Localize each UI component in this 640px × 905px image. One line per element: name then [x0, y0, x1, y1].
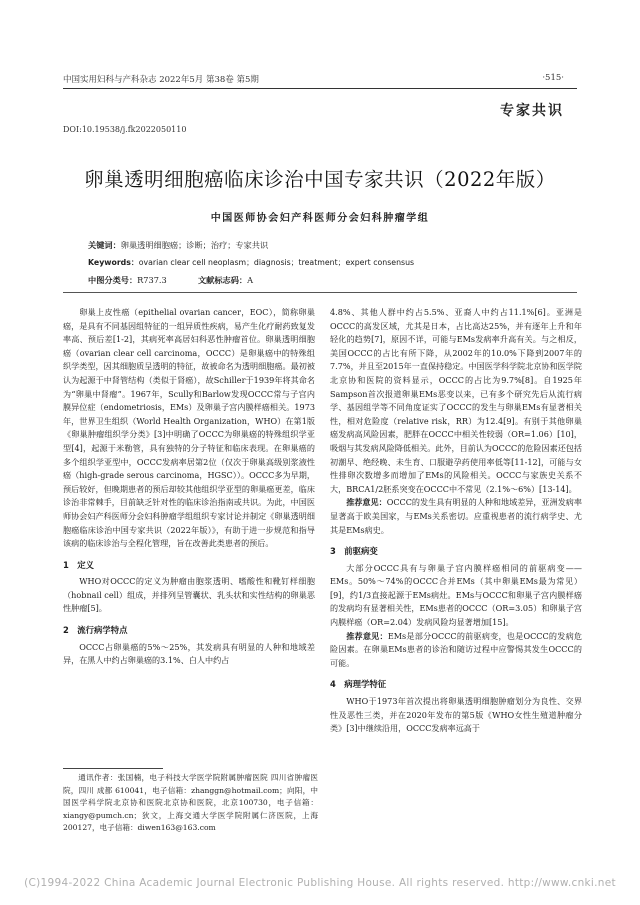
recommendation-2 — [330, 630, 582, 671]
recommendation-1 — [330, 496, 582, 537]
section-label: 专家共识 — [500, 103, 564, 119]
keywords-zh — [88, 240, 568, 251]
copyright-footer: (C)1994-2022 China Academic Journal Electronic Publishing House. All rights reserved. http://www.cnki.net — [24, 877, 616, 889]
keywords-en-label: Keywords： — [88, 258, 139, 267]
authors: 中国医师协会妇产科医师分会妇科肿瘤学组 — [210, 213, 430, 224]
left-column — [63, 306, 315, 668]
keywords-en — [88, 257, 568, 268]
section-2-continued: 4.8%、其他人群中约占5.5%、亚裔人中约占11.1%[6]。亚洲是OCCC的高发区域，尤其是日本，占比高达25%，并有逐年上升和年轻化的趋势[7]，原因不详，可能与EMs发病率升高有关。与之相反，美国OCCC的占比有所下降，从2002年的10.0%下降到2007年的7.7%，并且至2015年一直保持稳定。中国医学科学院北京协和医学院北京协和医院的资料显示，OCCC的占比为9.7%[8]。自1925年Sampson首次报道卵巢EMs恶变以来，已有多个研究先后从流行病学、基因组学等不同角度证实了OCCC的发生与卵巢EMs有显著相关性，相对危险度（relative risk，RR）为12.4[9]。有别于其他卵巢癌发病高风险因素，肥胖在OCCC中相关性较弱（OR=1.06）[10]，吸烟与其发病风险降低相关。此外，目前认为OCCC的危险因素还包括初潮早、绝经晚、未生育、口服避孕药使用率低等[11-12]，可能与女性排卵次数增多而增加了EMs的风险相关。OCCC与家族史关系不大，BRCA1/2胚系突变在OCCC中不常见（2.1%～6%）[13-14]。 — [330, 307, 582, 494]
header-rule — [63, 88, 577, 89]
classification — [88, 275, 568, 286]
recommendation-2-text: EMs是部分OCCC的前驱病变，也是OCCC的发病危险因素。在卵巢EMs患者的诊治和随访过程中应警惕其发生OCCC的可能。 — [330, 630, 582, 668]
section-1-heading: 1 定义 — [63, 559, 94, 570]
intro-paragraph: 卵巢上皮性癌（epithelial ovarian cancer，EOC），简称卵巢癌，是具有不同基因组特征的一组异质性疾病，易产生化疗耐药致复发率高、预后差[1-2]，其病死率高居妇科恶性肿瘤首位。卵巢透明细胞癌（ovarian clear cell carcinoma，OCCC）是卵巢癌中的特殊组织学类型，因其细胞质呈透明的特征，故被命名为透明细胞癌。最初被认为起源于中肾管结构（类似于肾癌），故Schiller于1939年将其命名为“卵巢中肾瘤”。1967年，Scully和Barlow发现OCCC常与子宫内膜异位症（endometriosis，EMs）及卵巢子宫内膜样癌相关。1973年，世界卫生组织（World Health Organization，WHO）在第1版《卵巢肿瘤组织学分类》[3]中明确了OCCC为卵巢癌的特殊组织学亚型[4]，起源于米勒管，具有独特的分子特征和临床表现。在卵巢癌的多个组织学亚型中，OCCC发病率居第2位（仅次于卵巢高级别浆液性癌（high-grade serous carcinoma，HGSC））。OCCC多为早期，预后较好，但晚期患者的预后却较其他组织学亚型的卵巢癌更差，临床诊治非常棘手，目前缺乏针对性的临床诊治指南或共识。为此，中国医师协会妇产科医师分会妇科肿瘤学组组织专家讨论并制定《卵巢透明细胞癌临床诊治中国专家共识（2022年版）》，有助于进一步规范和指导该病的临床诊治与全程化管理，旨在改善此类患者的预后。 — [63, 307, 315, 549]
section-3-heading: 3 前驱病变 — [330, 546, 378, 557]
right-column — [330, 306, 582, 736]
keywords-en-text: ovarian clear cell neoplasm；diagnosis；treatment；expert consensus — [138, 258, 415, 267]
section-3-text: 大部分OCCC具有与卵巢子宫内膜样癌相同的前驱病变——EMs。50%～74%的OCCC合并EMs（其中卵巢EMs最为常见）[9]，约1/3直接起源于EMs病灶。EMs与OCCC和卵巢子宫内膜样癌的发病均有显著相关性，EMs患者的OCCC（OR=3.05）和卵巢子宫内膜样癌（OR=2.04）发病风险均显著增加[15]。 — [330, 562, 582, 628]
recommendation-1-text: OCCC的发生具有明显的人种和地域差异，亚洲发病率显著高于欧美国家，与EMs关系密切。应重视患者的流行病学史、尤其是EMs病史。 — [330, 497, 582, 535]
keywords-zh-label: 关键词： — [88, 240, 121, 250]
section-1-text: WHO对OCCC的定义为肿瘤由胞浆透明、嗜酸性和靴钉样细胞（hobnail cell）组成，并排列呈管囊状、乳头状和实性结构的卵巢恶性肿瘤[5]。 — [63, 576, 315, 614]
doc-code-label: 文献标志码： — [197, 275, 248, 285]
footnote — [63, 772, 318, 835]
keywords-zh-text: 卵巢透明细胞癌；诊断；治疗；专家共识 — [120, 240, 269, 250]
journal-header: 中国实用妇科与产科杂志 2022年5月 第38卷 第5期 — [63, 75, 259, 85]
footnote-rule — [63, 768, 163, 769]
section-2-text: OCCC占卵巢癌的5%～25%，其发病具有明显的人种和地域差异，在黑人中约占卵巢癌的3.1%、白人中约占 — [63, 641, 315, 666]
page-number: ·515· — [542, 73, 564, 83]
meta-rule — [63, 292, 577, 293]
recommendation-2-label: 推荐意见： — [346, 630, 388, 641]
classification-label: 中图分类号： — [88, 275, 138, 285]
classification-value: R737.3 — [137, 275, 167, 285]
footnote-text: 通讯作者：张国楠，电子科技大学医学院附属肿瘤医院 四川省肿瘤医院，四川 成都 610041，电子信箱：zhanggn@hotmail.com；向阳，中国医学科学院北京协和医院北京协和医院，北京100730，电子信箱：xiangy@pumch.cn；狄文，上海交通大学医学院附属仁济医院，上海 200127，电子信箱：diwen163@163.com — [63, 773, 318, 833]
doi[interactable]: DOI:10.19538/j.fk2022050110 — [63, 125, 187, 134]
page-title: 卵巢透明细胞癌临床诊治中国专家共识（2022年版） — [84, 168, 556, 191]
section-4-heading: 4 病理学特征 — [330, 679, 387, 690]
section-2-heading: 2 流行病学特点 — [63, 625, 128, 636]
section-4-text: WHO于1973年首次提出将卵巢透明细胞肿瘤划分为良性、交界性及恶性三类，并在2020年发布的第5版《WHO女性生殖道肿瘤分类》[3]中继续沿用，OCCC发病率远高于 — [330, 696, 582, 734]
doc-code-value: A — [247, 275, 254, 285]
recommendation-1-label: 推荐意见： — [346, 497, 387, 508]
